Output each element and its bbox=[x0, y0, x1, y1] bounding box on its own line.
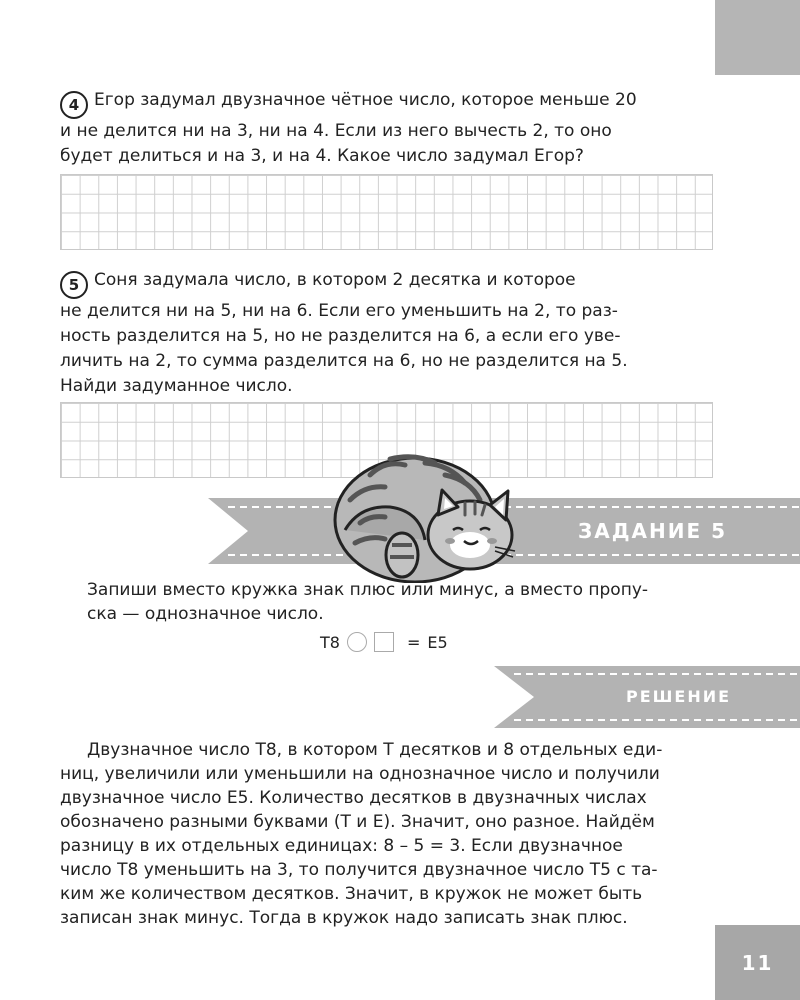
task-5-number: 5 bbox=[60, 271, 88, 299]
zadanie-title: ЗАДАНИЕ 5 bbox=[578, 519, 727, 543]
solution-line-8: записан знак минус. Тогда в кружок надо записать знак плюс. bbox=[60, 908, 628, 928]
task-4-number: 4 bbox=[60, 91, 88, 119]
task-4-line-1: Егор задумал двузначное чётное число, которое меньше 20 bbox=[94, 90, 637, 110]
task-4 bbox=[60, 88, 713, 169]
task-5-line-3: ность разделится на 5, но не разделится на 6, а если его уве- bbox=[60, 326, 621, 346]
reshenie-title: РЕШЕНИЕ bbox=[626, 687, 732, 706]
solution-line-6: число Т8 уменьшить на 3, то получится двузначное число Т5 с та- bbox=[60, 860, 658, 880]
cat-illustration bbox=[330, 445, 520, 583]
equation-equals: = bbox=[406, 632, 421, 652]
equation-right: Е5 bbox=[427, 632, 448, 652]
zadanie-text bbox=[87, 578, 713, 626]
task-4-line-3: будет делиться и на 3, и на 4. Какое число задумал Егор? bbox=[60, 146, 584, 166]
equation bbox=[320, 632, 448, 652]
solution-body bbox=[60, 762, 713, 930]
task-5-line-4: личить на 2, то сумма разделится на 6, но не разделится на 5. bbox=[60, 351, 628, 371]
equation-left: Т8 bbox=[320, 632, 340, 652]
sign-circle[interactable] bbox=[347, 632, 367, 652]
zadanie-line-1: Запиши вместо кружка знак плюс или минус, а вместо пропу- bbox=[87, 580, 649, 600]
task-5-line-2: не делится ни на 5, ни на 6. Если его уменьшить на 2, то раз- bbox=[60, 301, 618, 321]
solution-line-3: двузначное число Е5. Количество десятков в двузначных числах bbox=[60, 788, 647, 808]
task-5-line-5: Найди задуманное число. bbox=[60, 376, 293, 396]
solution-line-5: разницу в их отдельных единицах: 8 – 5 = 3. Если двузначное bbox=[60, 836, 623, 856]
task-5 bbox=[60, 268, 713, 399]
corner-tab bbox=[715, 0, 800, 75]
solution-text bbox=[60, 738, 713, 762]
zadanie-line-2: ска — однозначное число. bbox=[87, 604, 324, 624]
task-4-line-2: и не делится ни на 3, ни на 4. Если из него вычесть 2, то оно bbox=[60, 121, 612, 141]
solution-line-1: Двузначное число Т8, в котором Т десятков и 8 отдельных еди- bbox=[87, 740, 663, 760]
digit-square[interactable] bbox=[374, 632, 394, 652]
solution-line-7: ким же количеством десятков. Значит, в кружок не может быть bbox=[60, 884, 643, 904]
solution-line-4: обозначено разными буквами (Т и Е). Значит, оно разное. Найдём bbox=[60, 812, 655, 832]
solution-line-2: ниц, увеличили или уменьшили на однозначное число и получили bbox=[60, 764, 660, 784]
page-number: 11 bbox=[715, 925, 800, 1000]
task-5-line-1: Соня задумала число, в котором 2 десятка и которое bbox=[94, 270, 576, 290]
answer-grid-4[interactable] bbox=[60, 174, 713, 250]
